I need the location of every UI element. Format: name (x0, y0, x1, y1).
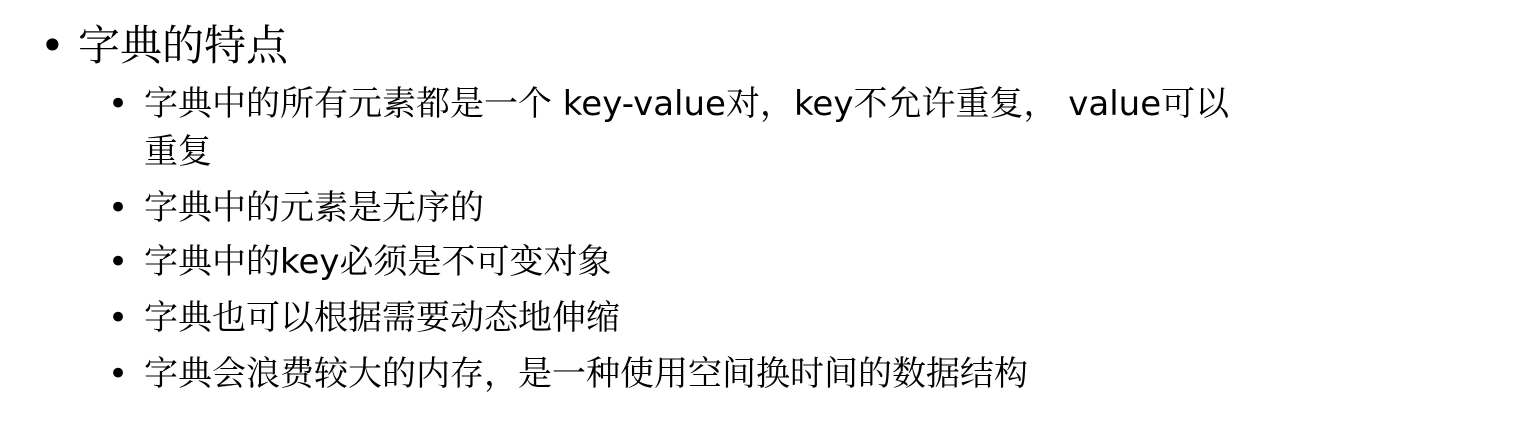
bullet-icon: • (108, 188, 129, 228)
bullet-icon: • (108, 298, 129, 338)
list-item-line-continued: 重复 (144, 132, 212, 172)
heading: 字典的特点 (78, 21, 289, 70)
bullet-icon: • (40, 21, 65, 70)
bullet-icon: • (108, 84, 129, 124)
list-item-text: 字典会浪费较大的内存，是一种使用空间换时间的数据结构 (144, 354, 1028, 394)
list-item-text (144, 80, 1484, 176)
list-item-text: 字典中的元素是无序的 (144, 188, 484, 228)
bullet-icon: • (108, 354, 129, 394)
list-item-text: 字典中的key必须是不可变对象 (144, 242, 612, 282)
list-item-text: 字典也可以根据需要动态地伸缩 (144, 298, 620, 338)
list-item-line: 字典中的所有元素都是一个 key-value对，key不允许重复， value可以 (144, 84, 1230, 124)
bullet-icon: • (108, 242, 129, 282)
